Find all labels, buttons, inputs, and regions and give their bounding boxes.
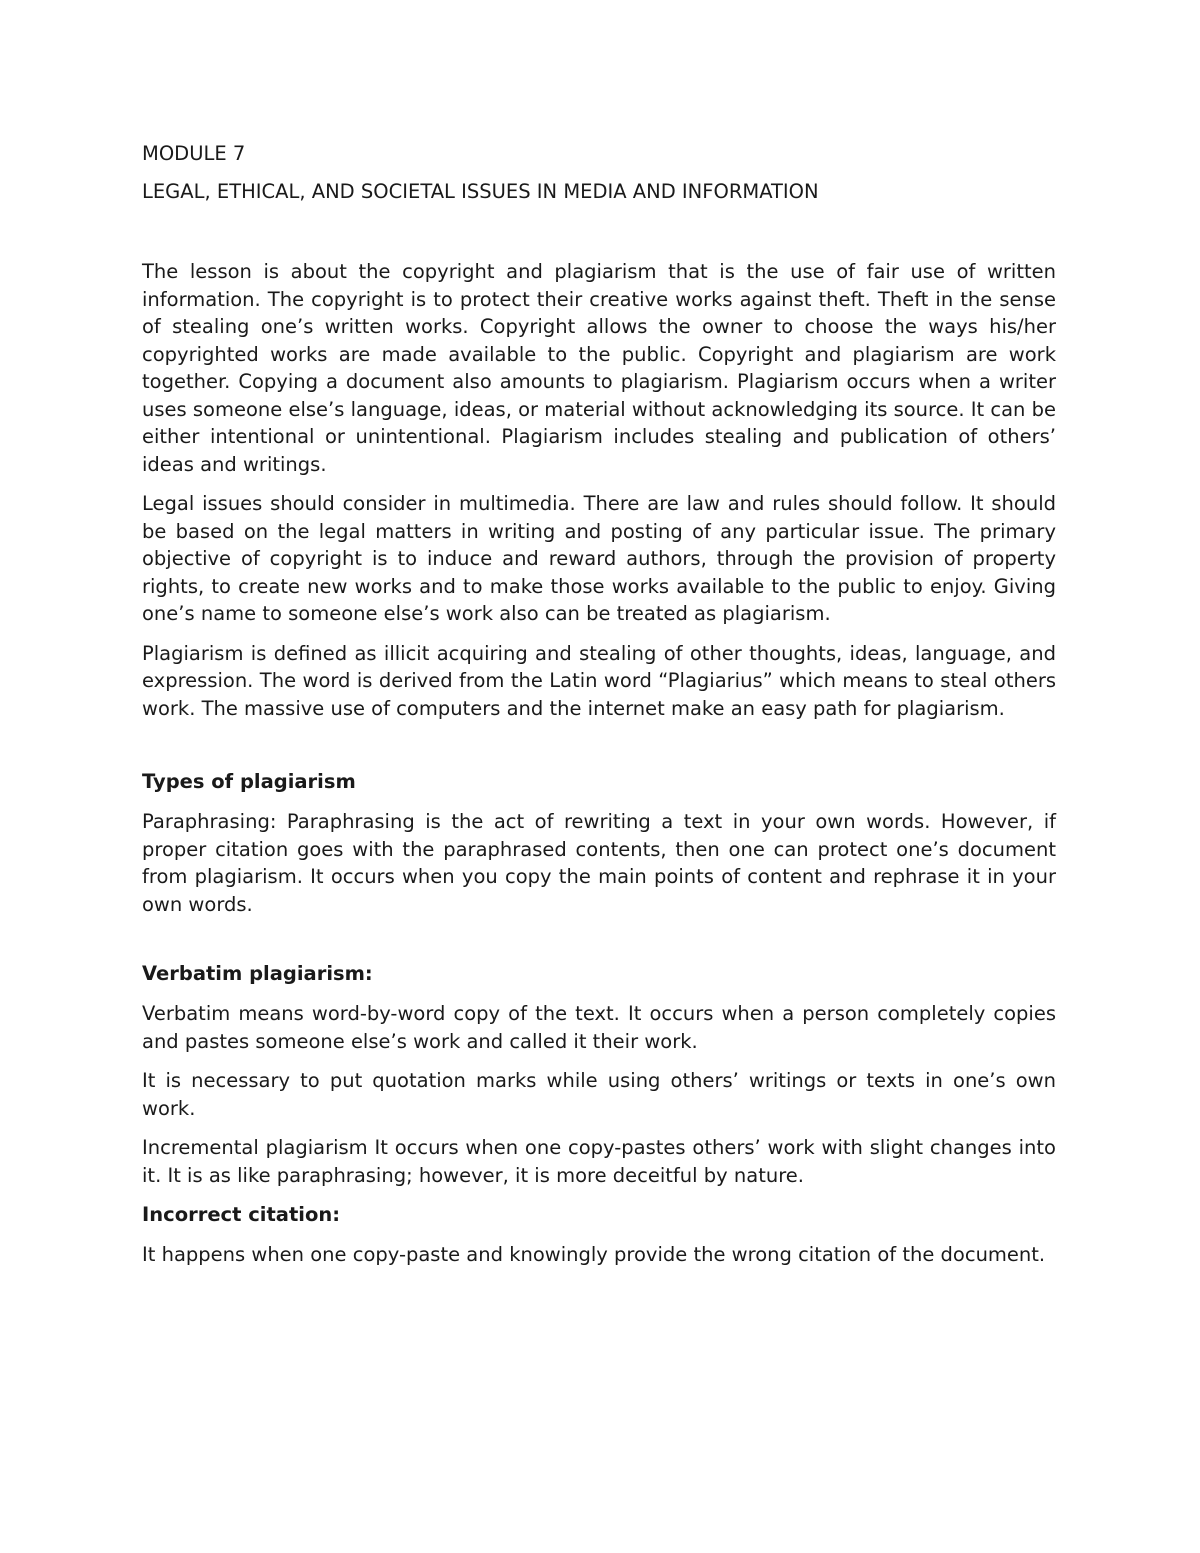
module-label: MODULE 7: [142, 142, 246, 165]
intro-paragraph: The lesson is about the copyright and plagiarism that is the use of fair use of written information. The copyright is to protect their creative works against theft. Theft in the sense of stealing one’s written works. Copyright allows the owner to choose the ways his/her copyrighted works are made available to the public. Copyright and plagiarism are work together. Copying a document also amounts to plagiarism. Plagiarism occurs when a writer uses someone else’s language, ideas, or material without acknowledging its source. It can be either intentional or unintentional. Plagiarism includes stealing and publication of others’ ideas and writings.: [142, 260, 1056, 476]
incorrect-citation-paragraph: It happens when one copy-paste and knowingly provide the wrong citation of the document.: [142, 1243, 1046, 1266]
document-body: [142, 140, 1056, 1281]
verbatim-paragraph: Incremental plagiarism It occurs when one copy-pastes others’ work with slight changes into it. It is as like paraphrasing; however, it is more deceitful by nature.: [142, 1136, 1056, 1187]
module-title: LEGAL, ETHICAL, AND SOCIETAL ISSUES IN MEDIA AND INFORMATION: [142, 180, 819, 203]
verbatim-paragraph: Verbatim means word-by-word copy of the text. It occurs when a person completely copies and pastes someone else’s work and called it their work.: [142, 1002, 1056, 1053]
intro-paragraph: Legal issues should consider in multimedia. There are law and rules should follow. It should be based on the legal matters in writing and posting of any particular issue. The primary objective of copyright is to induce and reward authors, through the provision of property rights, to create new works and to make those works available to the public to enjoy. Giving one’s name to someone else’s work also can be treated as plagiarism.: [142, 492, 1056, 625]
verbatim-heading: Verbatim plagiarism:: [142, 962, 373, 985]
verbatim-paragraph: It is necessary to put quotation marks while using others’ writings or texts in one’s own work.: [142, 1069, 1056, 1120]
incorrect-citation-heading: Incorrect citation:: [142, 1203, 341, 1226]
intro-paragraph: Plagiarism is defined as illicit acquiring and stealing of other thoughts, ideas, language, and expression. The word is derived from the Latin word “Plagiarius” which means to steal others work. The massive use of computers and the internet make an easy path for plagiarism.: [142, 641, 1056, 720]
types-heading: Types of plagiarism: [142, 770, 356, 793]
paraphrasing-paragraph: Paraphrasing: Paraphrasing is the act of rewriting a text in your own words. However, if proper citation goes with the paraphrased contents, then one can protect one’s document from plagiarism. It occurs when you copy the main points of content and rephrase it in your own words.: [142, 810, 1056, 916]
